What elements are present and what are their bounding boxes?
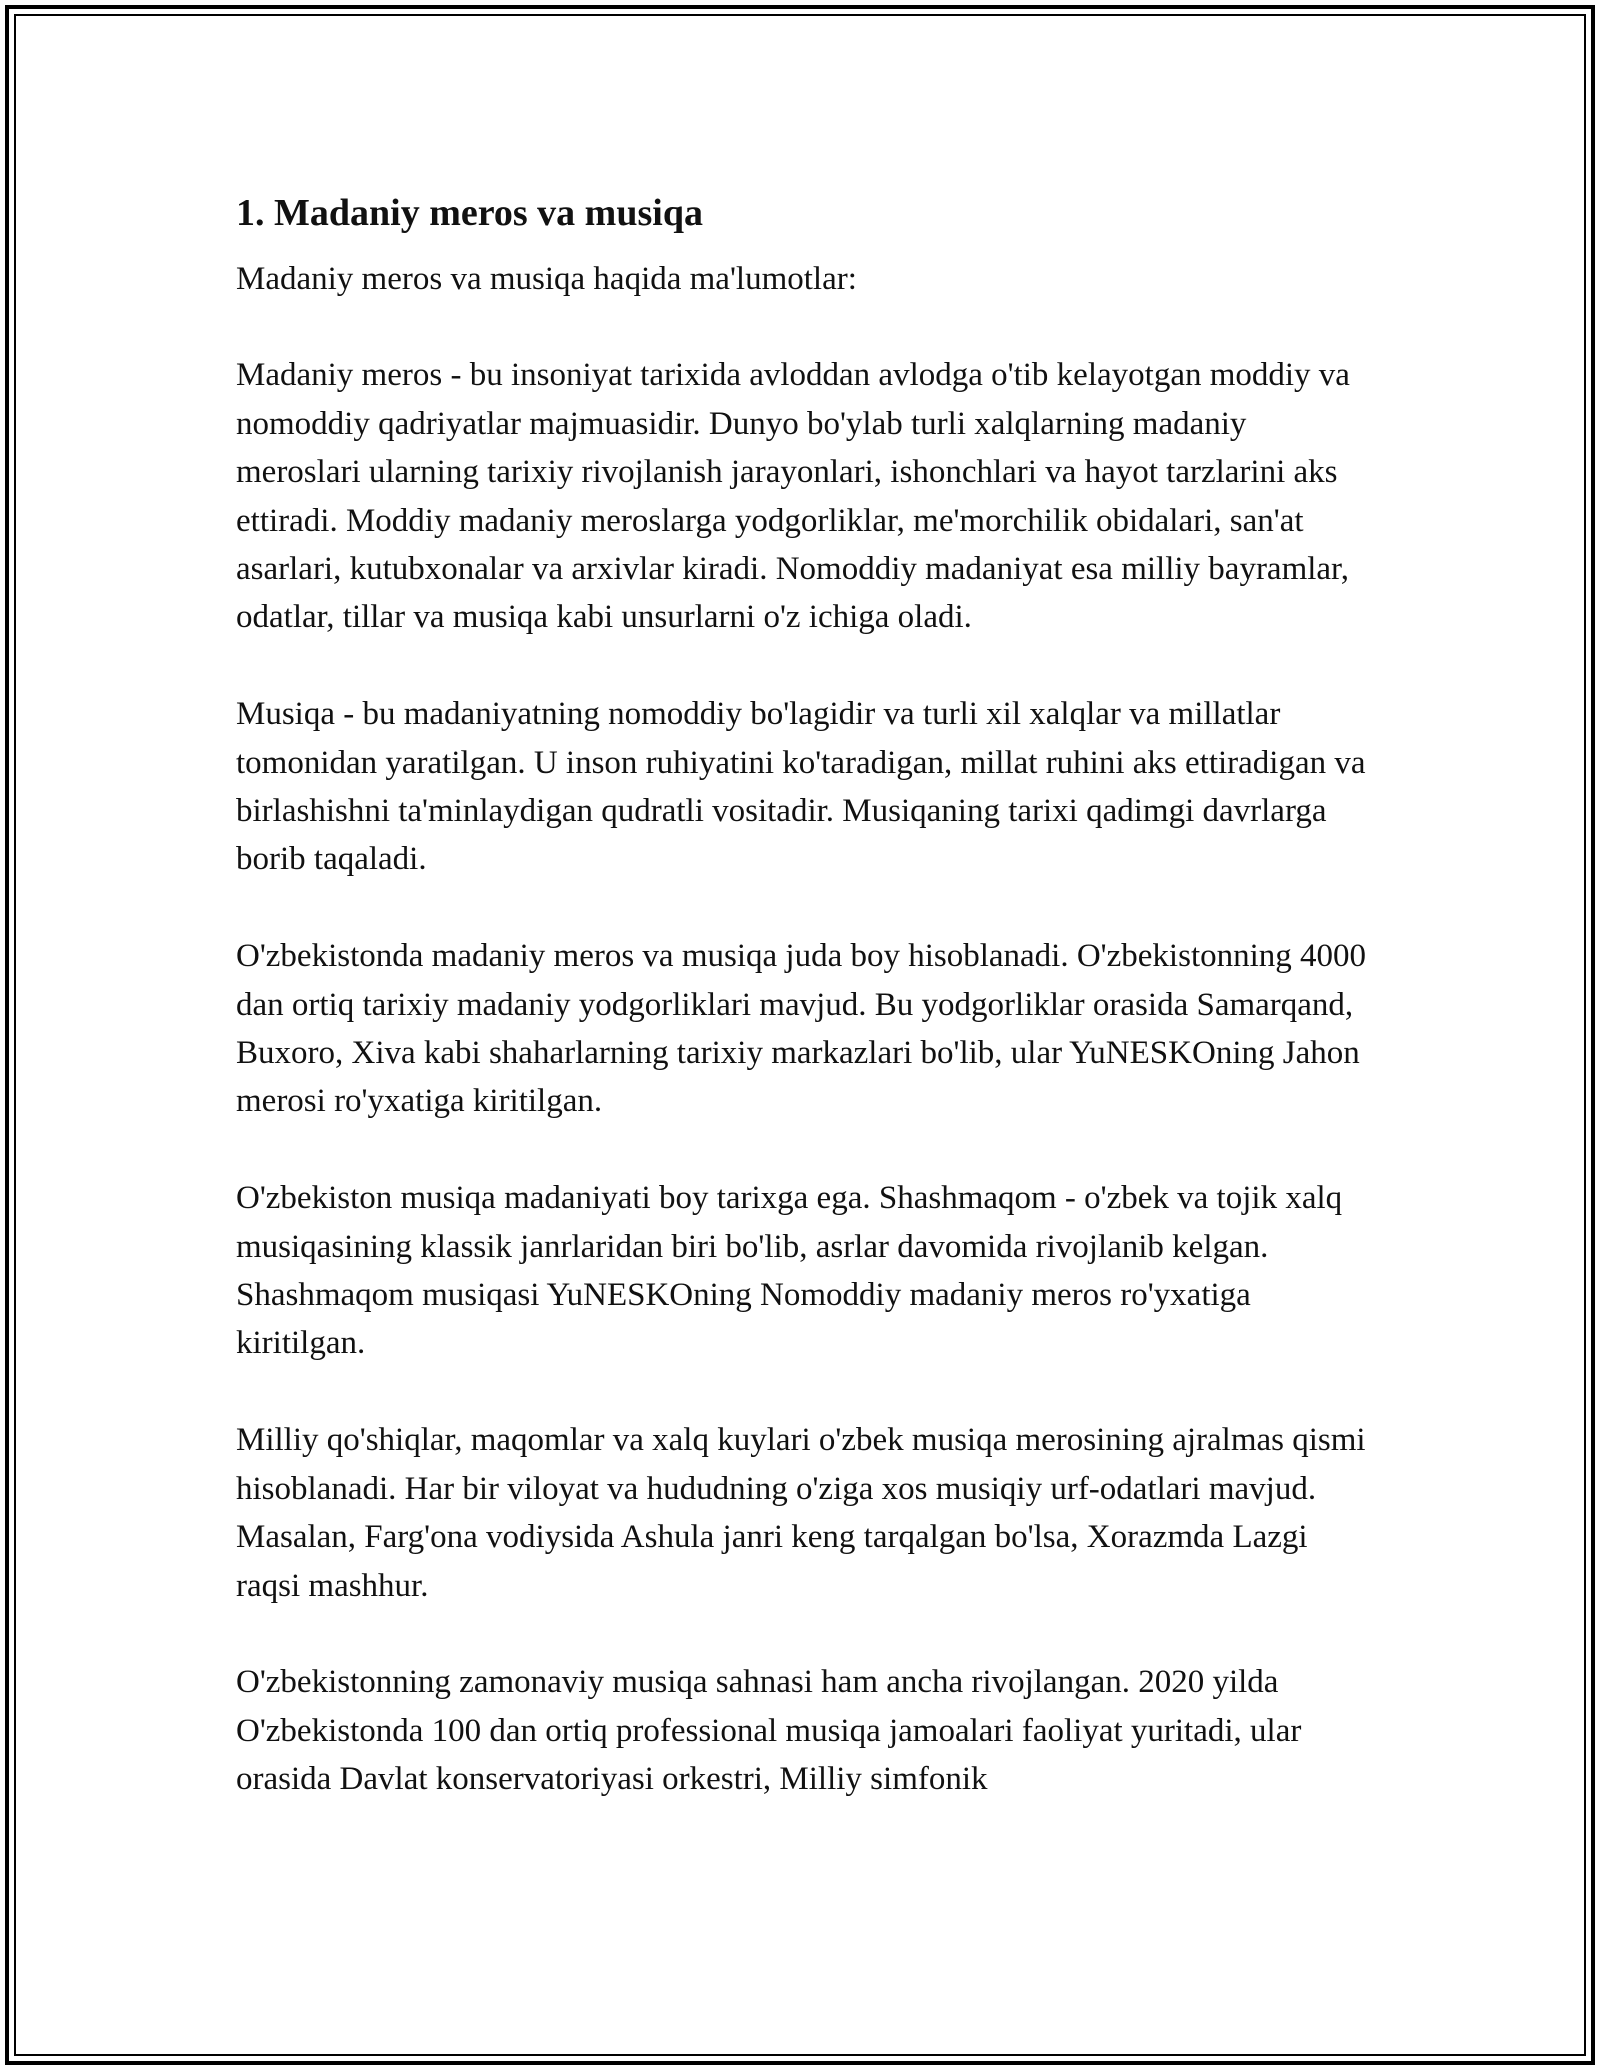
paragraph-uzbekistan-heritage: O'zbekistonda madaniy meros va musiqa juda boy hisoblanadi. O'zbekistonning 4000 dan ortiq tarixiy madaniy yodgorliklari mavjud. Bu yodgorliklar orasida Samarqand, Buxoro, Xiva kabi shaharlarning tarixiy markazlari bo'lib, ular YuNESKOning Jahon merosi ro'yxatiga kiritilgan. — [236, 938, 1367, 1120]
document-body — [236, 180, 1376, 1852]
section-heading: 1. Madaniy meros va musiqa — [236, 192, 703, 234]
intro-line: Madaniy meros va musiqa haqida ma'lumotlar: — [236, 261, 857, 297]
paragraph-music: Musiqa - bu madaniyatning nomoddiy bo'lagidir va turli xil xalqlar va millatlar tomonidan yaratilgan. U inson ruhiyatini ko'taradigan, millat ruhini aks ettiradigan va birlashishni ta'minlaydigan qudratli vositadir. Musiqaning tarixi qadimgi davrlarga borib taqaladi. — [236, 696, 1366, 878]
paragraph-shashmaqom: O'zbekiston musiqa madaniyati boy tarixga ega. Shashmaqom - o'zbek va tojik xalq musiqasining klassik janrlaridan biri bo'lib, asrlar davomida rivojlanib kelgan. Shashmaqom musiqasi YuNESKOning Nomoddiy madaniy meros ro'yxatiga kiritilgan. — [236, 1180, 1343, 1362]
paragraph-modern-music: O'zbekistonning zamonaviy musiqa sahnasi ham ancha rivojlangan. 2020 yilda O'zbekistonda 100 dan ortiq professional musiqa jamoalari faoliyat yuritadi, ular orasida Davlat konservatoriyasi orkestri, Milliy simfonik — [236, 1664, 1302, 1798]
paragraph-cultural-heritage: Madaniy meros - bu insoniyat tarixida avloddan avlodga o'tib kelayotgan moddiy va nomoddiy qadriyatlar majmuasidir. Dunyo bo'ylab turli xalqlarning madaniy meroslari ularning tarixiy rivojlanish jarayonlari, ishonchlari va hayot tarzlarini aks ettiradi. Moddiy madaniy meroslarga yodgorliklar, me'morchilik obidalari, san'at asarlari, kutubxonalar va arxivlar kiradi. Nomoddiy madaniyat esa milliy bayramlar, odatlar, tillar va musiqa kabi unsurlarni o'z ichiga oladi. — [236, 357, 1350, 636]
paragraph-national-songs: Milliy qo'shiqlar, maqomlar va xalq kuylari o'zbek musiqa merosining ajralmas qismi hisoblanadi. Har bir viloyat va hududning o'ziga xos musiqiy urf-odatlari mavjud. Masalan, Farg'ona vodiysida Ashula janri keng tarqalgan bo'lsa, Xorazmda Lazgi raqsi mashhur. — [236, 1422, 1366, 1604]
